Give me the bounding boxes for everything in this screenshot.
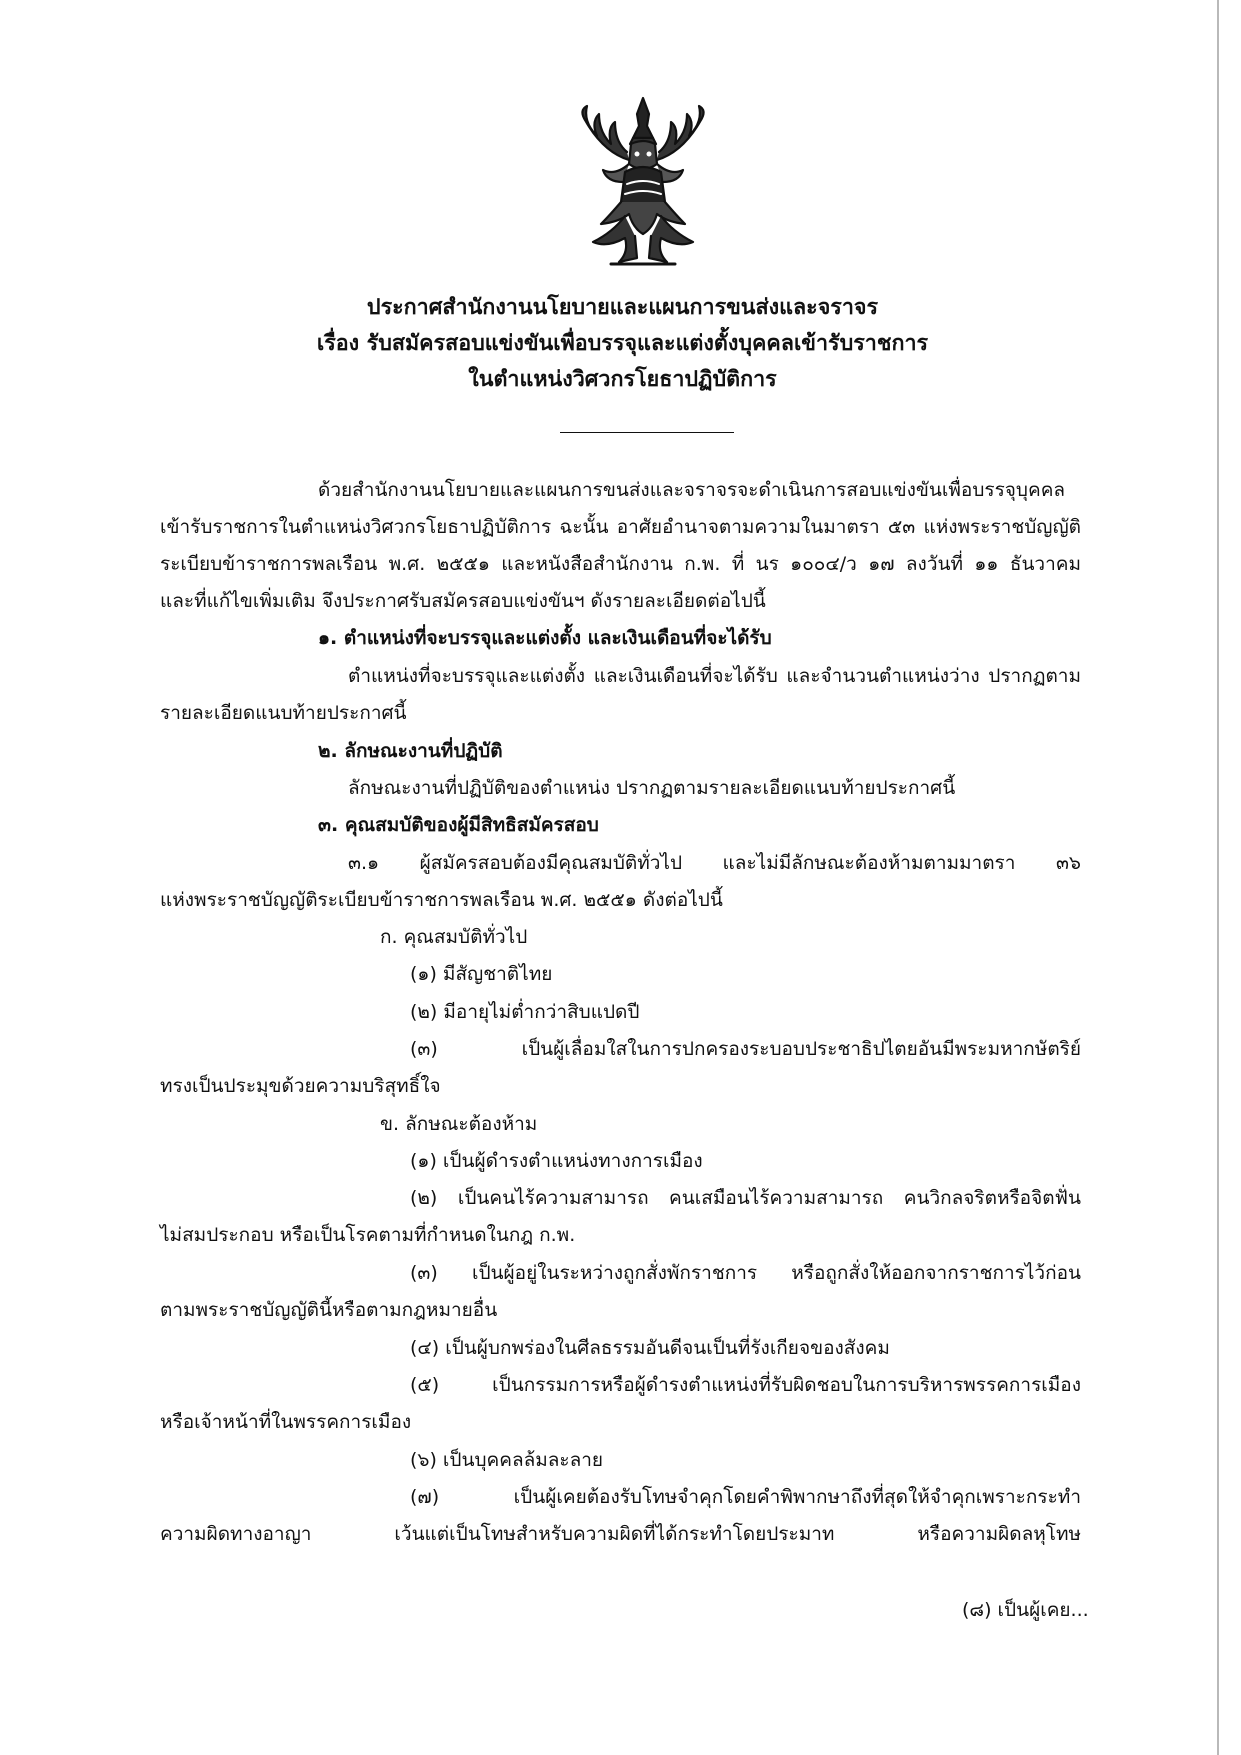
prohibited-item-3-line-2: ตามพระราชบัญญัตินี้หรือตามกฎหมายอื่น [160,1299,498,1321]
garuda-emblem-icon [563,92,723,272]
prohibited-item-2-line-2: ไม่สมประกอบ หรือเป็นโรคตามที่กำหนดในกฎ ก.พ. [160,1224,576,1246]
section-3-1-line-2: แห่งพระราชบัญญัติระเบียบข้าราชการพลเรือน พ.ศ. ๒๕๕๑ ดังต่อไปนี้ [160,889,723,911]
section-1-heading: ๑. ตำแหน่งที่จะบรรจุและแต่งตั้ง และเงินเดือนที่จะได้รับ [318,627,772,649]
scan-edge-line [1217,0,1219,1755]
prohibited-item-5-line-1: (๕) เป็นกรรมการหรือผู้ดำรงตำแหน่งที่รับผิดชอบในการบริหารพรรคการเมือง [410,1374,1081,1396]
title-line-3: ในตำแหน่งวิศวกรโยธาปฏิบัติการ [468,367,777,392]
page-continuation: (๘) เป็นผู้เคย... [962,1599,1089,1621]
section-1-text-1: ตำแหน่งที่จะบรรจุและแต่งตั้ง และเงินเดือนที่จะได้รับ และจำนวนตำแหน่งว่าง ปรากฏตาม [348,665,1081,687]
title-line-2: เรื่อง รับสมัครสอบแข่งขันเพื่อบรรจุและแต่งตั้งบุคคลเข้ารับราชการ [316,331,929,356]
prohibited-item-4: (๔) เป็นผู้บกพร่องในศีลธรรมอันดีจนเป็นที่รังเกียจของสังคม [410,1337,890,1359]
general-item-3-line-1: (๓) เป็นผู้เลื่อมใสในการปกครองระบอบประชาธิปไตยอันมีพระมหากษัตริย์ [410,1038,1081,1060]
prohibited-item-2-line-1: (๒) เป็นคนไร้ความสามารถ คนเสมือนไร้ความสามารถ คนวิกลจริตหรือจิตฟั่น [410,1187,1081,1209]
intro-line-4: และที่แก้ไขเพิ่มเติม จึงประกาศรับสมัครสอบแข่งขันฯ ดังรายละเอียดต่อไปนี้ [160,590,766,612]
section-3-1-line-1: ๓.๑ ผู้สมัครสอบต้องมีคุณสมบัติทั่วไป และไม่มีลักษณะต้องห้ามตามมาตรา ๓๖ [348,852,1081,874]
section-1-text-2: รายละเอียดแนบท้ายประกาศนี้ [160,702,407,724]
announcement-title [160,290,1085,398]
title-line-1: ประกาศสำนักงานนโยบายและแผนการขนส่งและจราจร [366,295,879,320]
prohibited-heading: ข. ลักษณะต้องห้าม [380,1113,538,1135]
general-item-1: (๑) มีสัญชาติไทย [410,963,553,985]
intro-line-2: เข้ารับราชการในตำแหน่งวิศวกรโยธาปฏิบัติการ ฉะนั้น อาศัยอำนาจตามความในมาตรา ๕๓ แห่งพระราชบัญญัติ [160,516,1081,538]
title-divider [560,432,734,433]
prohibited-item-5-line-2: หรือเจ้าหน้าที่ในพรรคการเมือง [160,1411,412,1433]
prohibited-item-1: (๑) เป็นผู้ดำรงตำแหน่งทางการเมือง [410,1150,703,1172]
section-2-heading: ๒. ลักษณะงานที่ปฏิบัติ [318,740,503,762]
intro-line-1: ด้วยสำนักงานนโยบายและแผนการขนส่งและจราจรจะดำเนินการสอบแข่งขันเพื่อบรรจุบุคคล [318,479,1066,501]
general-item-2: (๒) มีอายุไม่ต่ำกว่าสิบแปดปี [410,1001,640,1023]
general-item-3-line-2: ทรงเป็นประมุขด้วยความบริสุทธิ์ใจ [160,1075,441,1097]
prohibited-item-7-line-2: ความผิดทางอาญา เว้นแต่เป็นโทษสำหรับความผิดที่ได้กระทำโดยประมาท หรือความผิดลหุโทษ [160,1523,1081,1545]
prohibited-item-3-line-1: (๓) เป็นผู้อยู่ในระหว่างถูกสั่งพักราชการ หรือถูกสั่งให้ออกจากราชการไว้ก่อน [410,1262,1081,1284]
intro-line-3: ระเบียบข้าราชการพลเรือน พ.ศ. ๒๕๕๑ และหนังสือสำนักงาน ก.พ. ที่ นร ๑๐๐๔/ว ๑๗ ลงวันที่ ๑๑ ธันวาคม [160,553,1081,575]
section-3-heading: ๓. คุณสมบัติของผู้มีสิทธิสมัครสอบ [318,814,599,836]
general-qualifications-heading: ก. คุณสมบัติทั่วไป [380,926,528,948]
prohibited-item-7-line-1: (๗) เป็นผู้เคยต้องรับโทษจำคุกโดยคำพิพากษาถึงที่สุดให้จำคุกเพราะกระทำ [410,1486,1081,1508]
section-2-text: ลักษณะงานที่ปฏิบัติของตำแหน่ง ปรากฏตามรายละเอียดแนบท้ายประกาศนี้ [348,777,956,799]
prohibited-item-6: (๖) เป็นบุคคลล้มละลาย [410,1449,604,1471]
